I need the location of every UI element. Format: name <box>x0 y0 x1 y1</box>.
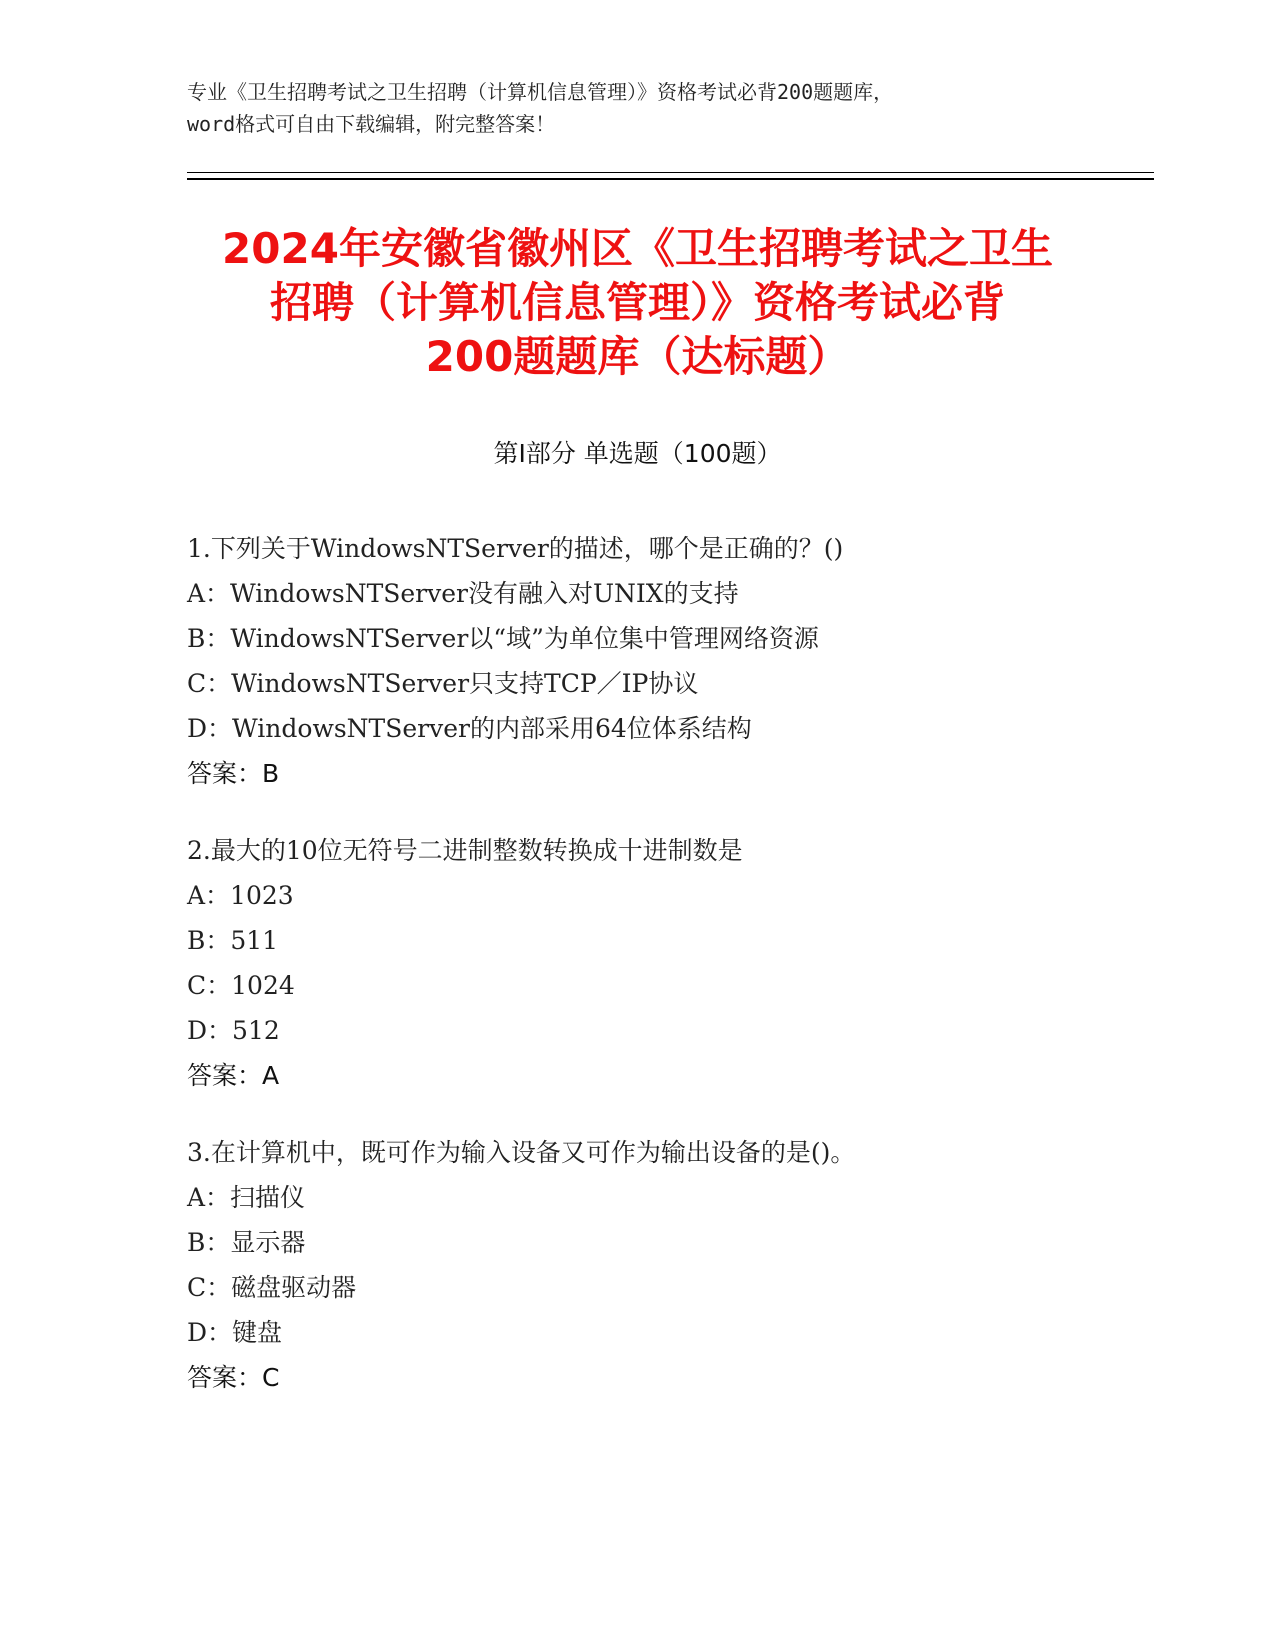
option-b: B：511 <box>187 926 279 955</box>
document-title <box>150 222 1125 384</box>
question-stem: 2.最大的10位无符号二进制整数转换成十进制数是 <box>187 836 743 865</box>
option-d: D：键盘 <box>187 1318 283 1347</box>
header-note <box>187 76 1087 140</box>
option-b: B：WindowsNTServer以“域”为单位集中管理网络资源 <box>187 624 819 653</box>
section-title: 第Ⅰ部分 单选题（100题） <box>493 439 782 468</box>
answer: 答案：C <box>187 1363 280 1392</box>
answer: 答案：B <box>187 759 280 788</box>
header-note-line-1: 专业《卫生招聘考试之卫生招聘（计算机信息管理）》资格考试必背200题题库， <box>187 80 894 104</box>
answer: 答案：A <box>187 1061 280 1090</box>
question-stem: 3.在计算机中，既可作为输入设备又可作为输出设备的是()。 <box>187 1138 856 1167</box>
option-c: C：WindowsNTServer只支持TCP／IP协议 <box>187 669 699 698</box>
document-title-line-2: 招聘（计算机信息管理）》资格考试必背 <box>269 278 1005 327</box>
question-1 <box>187 526 1147 796</box>
option-a: A：扫描仪 <box>187 1183 306 1212</box>
question-3 <box>187 1130 1147 1400</box>
option-a: A：1023 <box>187 881 294 910</box>
option-d: D：WindowsNTServer的内部采用64位体系结构 <box>187 714 752 743</box>
option-c: C：1024 <box>187 971 295 1000</box>
question-stem: 1.下列关于WindowsNTServer的描述，哪个是正确的？() <box>187 534 844 563</box>
header-divider-thin <box>187 172 1154 173</box>
option-b: B：显示器 <box>187 1228 306 1257</box>
document-title-line-1: 2024年安徽省徽州区《卫生招聘考试之卫生 <box>222 224 1053 273</box>
option-d: D：512 <box>187 1016 280 1045</box>
question-list <box>187 526 1147 1432</box>
option-c: C：磁盘驱动器 <box>187 1273 357 1302</box>
document-title-line-3: 200题题库（达标题） <box>425 332 850 381</box>
question-2 <box>187 828 1147 1098</box>
header-note-line-2: word格式可自由下载编辑，附完整答案！ <box>187 112 556 136</box>
header-divider-thick <box>187 178 1154 180</box>
option-a: A：WindowsNTServer没有融入对UNIX的支持 <box>187 579 739 608</box>
